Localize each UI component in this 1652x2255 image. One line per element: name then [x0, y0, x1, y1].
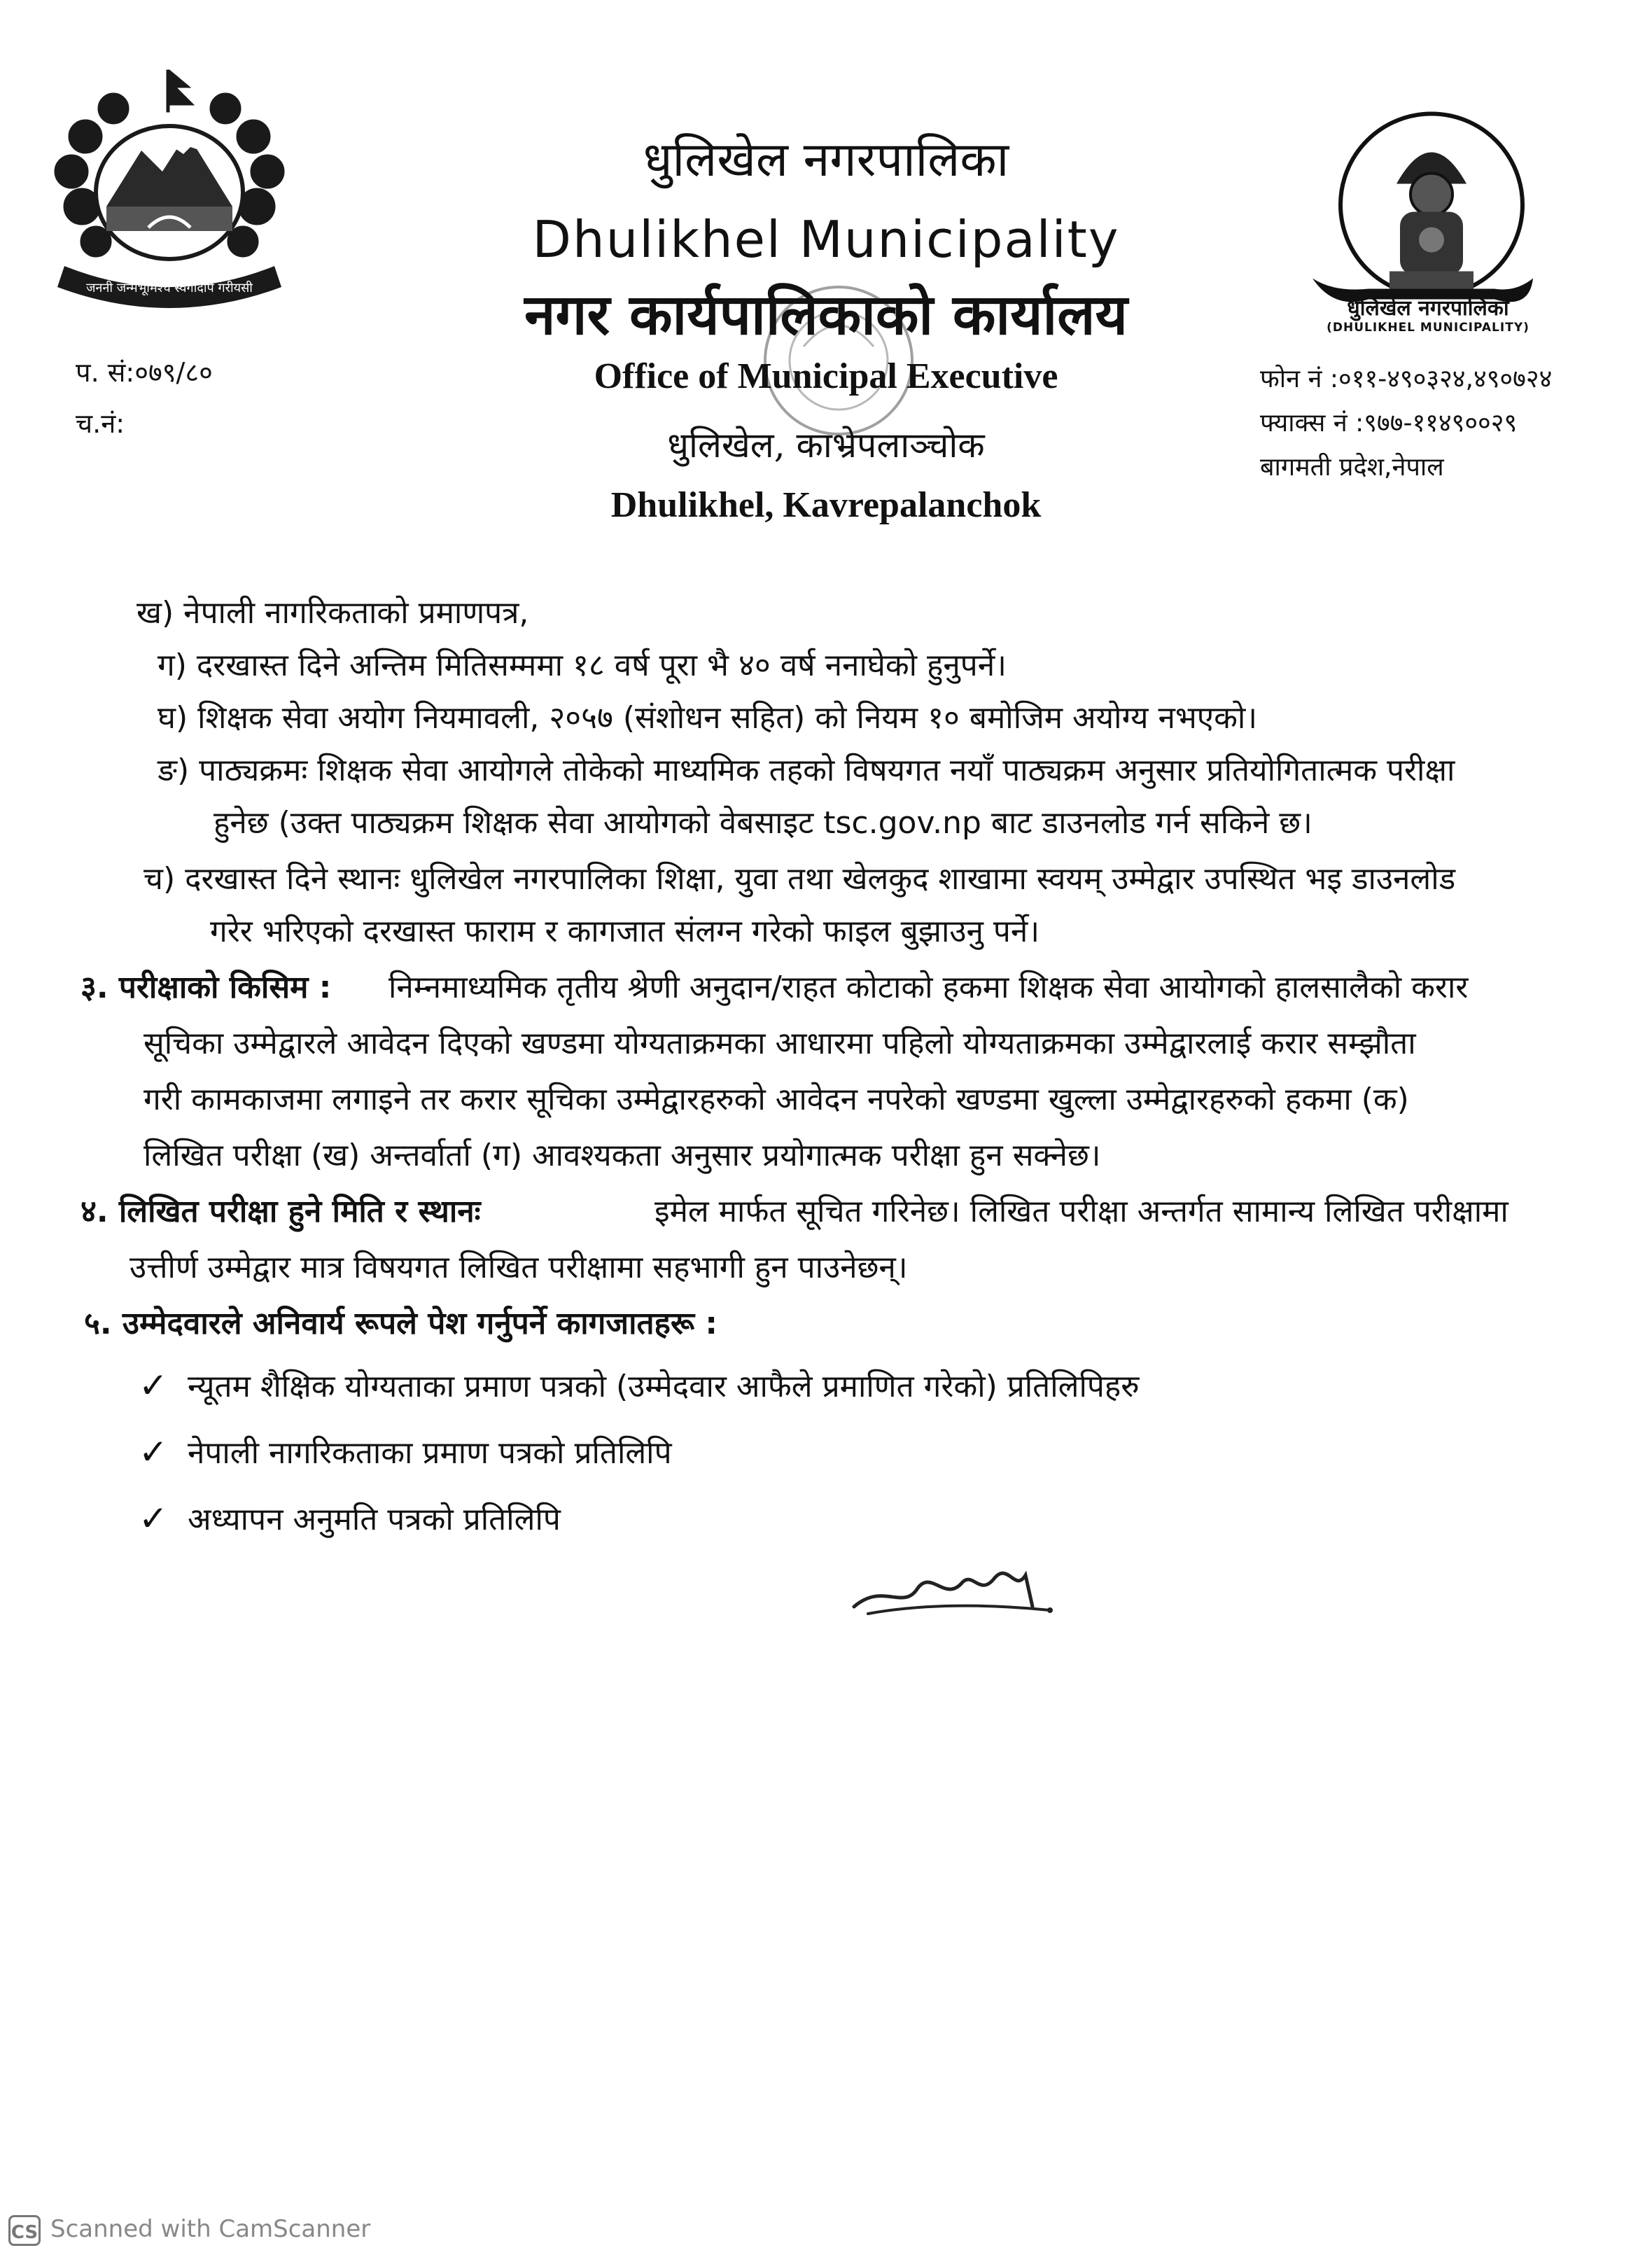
document-item: न्यूतम शैक्षिक योग्यताका प्रमाण पत्रको (उम्मेदवार आफैले प्रमाणित गरेको) प्रतिलिपिहरु — [188, 1369, 1140, 1404]
signature — [840, 1540, 1064, 1631]
section3-heading: ३. परीक्षाको किसिम : — [80, 970, 332, 1005]
check-icon: ✓ — [139, 1432, 168, 1472]
province-address: बागमती प्रदेश,नेपाल — [1260, 453, 1444, 482]
check-icon: ✓ — [139, 1365, 168, 1406]
item-ga: ग) दरखास्त दिने अन्तिम मितिसम्ममा १८ वर्ष पूरा भै ४० वर्ष ननाघेको हुनुपर्ने। — [158, 648, 1007, 683]
right-logo-caption-np: धुलिखेल नगरपालिका — [1347, 296, 1509, 321]
phone-number: फोन नं :०११-४९०३२४,४९०७२४ — [1260, 365, 1553, 393]
item-nga-cont: हुनेछ (उक्त पाठ्यक्रम शिक्षक सेवा आयोगको वेबसाइट tsc.gov.np बाट डाउनलोड गर्न सकिने छ। — [214, 805, 1312, 841]
item-nga: ङ) पाठ्यक्रमः शिक्षक सेवा आयोगले तोकेको माध्यमिक तहको विषयगत नयाँ पाठ्यक्रम अनुसार प्रतियोगितात्मक परीक्षा — [158, 753, 1455, 788]
item-gha: घ) शिक्षक सेवा अयोग नियमावली, २०५७ (संशोधन सहित) को नियम १० बमोजिम अयोग्य नभएको। — [158, 700, 1257, 736]
section4-line: इमेल मार्फत सूचित गरिनेछ। लिखित परीक्षा अन्तर्गत सामान्य लिखित परीक्षामा — [654, 1194, 1508, 1229]
address-np: धुलिखेल, काभ्रेपलाञ्चोक — [667, 425, 985, 466]
section3-line: लिखित परीक्षा (ख) अन्तर्वार्ता (ग) आवश्यकता अनुसार प्रयोगात्मक परीक्षा हुन सक्नेछ। — [144, 1138, 1101, 1173]
document-item: नेपाली नागरिकताका प्रमाण पत्रको प्रतिलिपि — [188, 1435, 672, 1471]
item-cha-cont: गरेर भरिएको दरखास्त फाराम र कागजात संलग्न गरेको फाइल बुझाउनु पर्ने। — [210, 914, 1040, 949]
office-name-np: नगर कार्यपालिकाको कार्यालय — [524, 281, 1128, 347]
check-icon: ✓ — [139, 1498, 168, 1539]
item-kha: ख) नेपाली नागरिकताको प्रमाणपत्र, — [136, 595, 529, 631]
section3-line: निम्नमाध्यमिक तृतीय श्रेणी अनुदान/राहत कोटाको हकमा शिक्षक सेवा आयोगको हालसालैको करार — [388, 970, 1469, 1005]
address-en: Dhulikhel, Kavrepalanchok — [610, 485, 1042, 525]
letter-number: प. सं:०७९/८० — [76, 357, 213, 388]
right-logo-caption-en: (DHULIKHEL MUNICIPALITY) — [1326, 321, 1530, 335]
document-item: अध्यापन अनुमति पत्रको प्रतिलिपि — [188, 1502, 561, 1537]
item-cha: च) दरखास्त दिने स्थानः धुलिखेल नगरपालिका शिक्षा, युवा तथा खेलकुद शाखामा स्वयम् उम्मेद्वार उपस्थित भइ डाउनलोड — [144, 861, 1456, 897]
section3-line: गरी कामकाजमा लगाइने तर करार सूचिका उम्मेद्वारहरुको आवेदन नपरेको खण्डमा खुल्ला उम्मेद्वारहरुको हकमा (क) — [144, 1082, 1409, 1117]
office-name-en: Office of Municipal Executive — [594, 356, 1058, 396]
emblem-motto: जननी जन्मभूमिश्च स्वर्गादपि गरीयसी — [86, 281, 253, 295]
municipality-name-np: धुलिखेल नगरपालिका — [643, 132, 1009, 188]
section3-line: सूचिका उम्मेद्वारले आवेदन दिएको खण्डमा योग्यताक्रमका आधारमा पहिलो योग्यताक्रमका उम्मेद्वारलाई करार सम्झौता — [144, 1026, 1416, 1061]
dispatch-number: च.नं: — [76, 408, 125, 439]
section4-line: उत्तीर्ण उम्मेद्वार मात्र विषयगत लिखित परीक्षामा सहभागी हुन पाउनेछन्। — [130, 1250, 908, 1285]
scanner-watermark: Scanned with CamScanner — [50, 2215, 371, 2243]
section4-heading: ४. लिखित परीक्षा हुने मिति र स्थानः — [80, 1194, 481, 1229]
section5-heading: ५. उम्मेदवारले अनिवार्य रूपले पेश गर्नुपर्ने कागजातहरू : — [84, 1306, 718, 1341]
municipality-name-en: Dhulikhel Municipality — [532, 210, 1120, 269]
fax-number: फ्याक्स नं :९७७-११४९००२९ — [1260, 409, 1518, 438]
camscanner-icon: CS — [8, 2215, 41, 2246]
